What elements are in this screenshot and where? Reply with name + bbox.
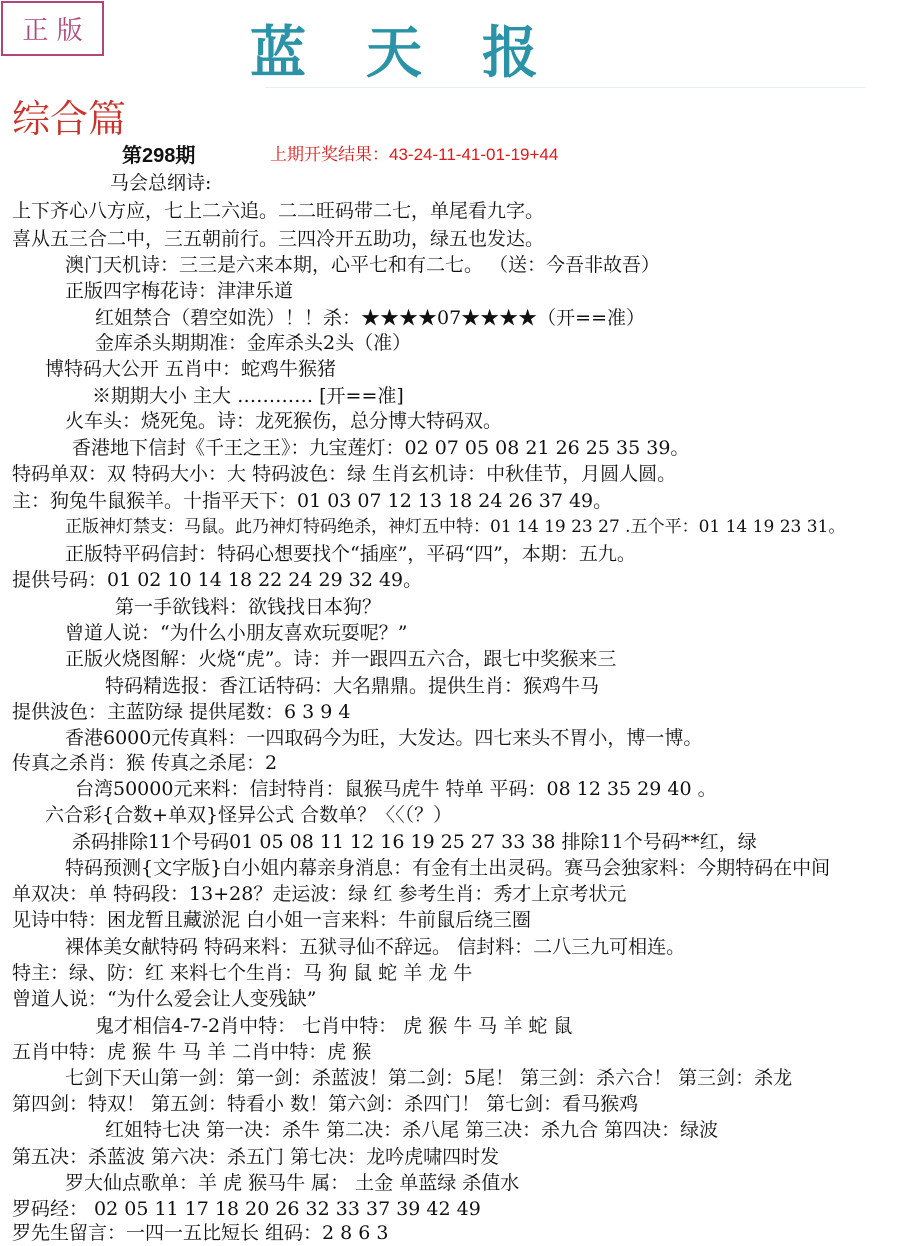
article-line: 鬼才相信4-7-2肖中特： 七肖中特： 虎 猴 牛 马 羊 蛇 鼠: [95, 1015, 573, 1037]
article-line: 杀码排除11个号码01 05 08 11 12 16 19 25 27 33 38 排除11个号码**红，绿: [72, 831, 757, 853]
article-line: 香港地下信封《千王之王》：九宝莲灯：02 07 05 08 21 26 25 35 39。: [72, 437, 690, 459]
article-line: 马会总纲诗:: [110, 172, 212, 194]
article-line: ※期期大小 主大 ………… [开==准]: [92, 385, 404, 407]
article-line: 提供波色：主蓝防绿 提供尾数：6 3 9 4: [12, 701, 351, 723]
article-line: 特主：绿、防：红 来料七个生肖：马 狗 鼠 蛇 羊 龙 牛: [12, 962, 473, 984]
article-line: 红姐特七决 第一决：杀牛 第二决：杀八尾 第三决：杀九合 第四决：绿波: [105, 1119, 719, 1141]
article-line: 曾道人说：“为什么爱会让人变残缺”: [12, 988, 317, 1010]
article-line: 主：狗兔牛鼠猴羊。十指平天下：01 03 07 12 13 18 24 26 37 49。: [12, 490, 613, 512]
article-line: 五肖中特：虎 猴 牛 马 羊 二肖中特：虎 猴: [12, 1041, 372, 1063]
article-line: 传真之杀肖：猴 传真之杀尾：2: [12, 752, 278, 774]
article-line: 第四剑：特双！ 第五剑：特看小 数！第六剑：杀四门！ 第七剑：看马猴鸡: [12, 1093, 639, 1115]
article-line: 裸体美女献特码 特码来料：五狱寻仙不辞远。 信封料：二八三九可相连。: [65, 936, 686, 958]
article-line: 特码单双：双 特码大小：大 特码波色：绿 生肖玄机诗：中秋佳节，月圆人圆。: [12, 463, 677, 485]
article-line: 香港6000元传真料：一四取码今为旺，大发达。四七来头不胃小，博一博。: [65, 727, 703, 749]
article-line: 火车头：烧死兔。诗：龙死猴伤，总分博大特码双。: [65, 410, 503, 432]
article-line: 金库杀头期期准：金库杀头2头（准）: [95, 332, 412, 354]
article-line: 红姐禁合（碧空如洗）！！杀：★★★★07★★★★（开==准）: [95, 307, 646, 329]
article-line: 正版火烧图解：火烧“虎”。诗：并一跟四五六合，跟七中奖猴来三: [65, 648, 617, 670]
article-line: 喜从五三合二中，三五朝前行。三四冷开五助功，绿五也发达。: [12, 228, 545, 250]
article-line: 曾道人说：“为什么小朋友喜欢玩耍呢？”: [65, 622, 408, 644]
article-line: 博特码大公开 五肖中：蛇鸡牛猴猪: [45, 358, 337, 380]
article-line: 罗大仙点歌单：羊 虎 猴马牛 属： 土金 单蓝绿 杀值水: [65, 1172, 520, 1194]
article-line: 提供号码：01 02 10 14 18 22 24 29 32 49。: [12, 569, 423, 591]
article-line: 七剑下天山第一剑：第一剑：杀蓝波！第二剑：5尾！ 第三剑：杀六合！ 第三剑：杀龙: [65, 1067, 793, 1089]
article-line: 单双决：单 特码段：13+28？走运波：绿 红 参考生肖：秀才上京考状元: [12, 883, 627, 905]
article-line: 第一手欲钱料：欲钱找日本狗？: [115, 596, 382, 618]
header-divider: [265, 87, 865, 88]
article-line: 见诗中特：困龙暂且藏淤泥 白小姐一言来料：牛前鼠后绕三圈: [12, 909, 532, 931]
article-line: 澳门天机诗：三三是六来本期，心平七和有二七。 （送：今吾非故吾）: [65, 254, 661, 276]
article-line: 正版神灯禁支：马鼠。此乃神灯特码绝杀，神灯五中特：01 14 19 23 27 .五个平：01 14 19 23 31。: [65, 517, 846, 537]
article-line: 特码精选报：香江话特码：大名鼎鼎。提供生肖：猴鸡牛马: [105, 675, 600, 697]
section-title: 综合篇: [12, 97, 127, 141]
article-line: 正版特平码信封：特码心想要找个“插座”，平码“四”，本期：五九。: [65, 543, 636, 565]
article-line: 第五决：杀蓝波 第六决：杀五门 第七决：龙吟虎啸四时发: [12, 1146, 500, 1168]
article-line: 罗码经： 02 05 11 17 18 20 26 32 33 37 39 42 49: [12, 1198, 481, 1220]
article-line: 特码预测{文字版}白小姐内幕亲身消息：有金有土出灵码。赛马会独家料：今期特码在中间: [65, 857, 831, 879]
issue-number: 第298期: [122, 145, 196, 167]
last-draw-result: 上期开奖结果：43-24-11-41-01-19+44: [270, 145, 559, 164]
article-line: 上下齐心八方应，七上二六追。二二旺码带二七，单尾看九字。: [12, 200, 545, 222]
article-line: 罗先生留言：一四一五比短长 组码：2 8 6 3: [12, 1222, 389, 1244]
article-line: 六合彩{合数+单双}怪异公式 合数单？〈〈（？）: [45, 804, 453, 826]
article-line: 正版四字梅花诗：津津乐道: [65, 280, 294, 302]
authentic-edition-badge: 正 版: [1, 1, 104, 56]
newspaper-title: 蓝天报: [250, 20, 598, 86]
article-line: 台湾50000元来料：信封特肖：鼠猴马虎牛 特单 平码：08 12 35 29 40 。: [75, 778, 717, 800]
